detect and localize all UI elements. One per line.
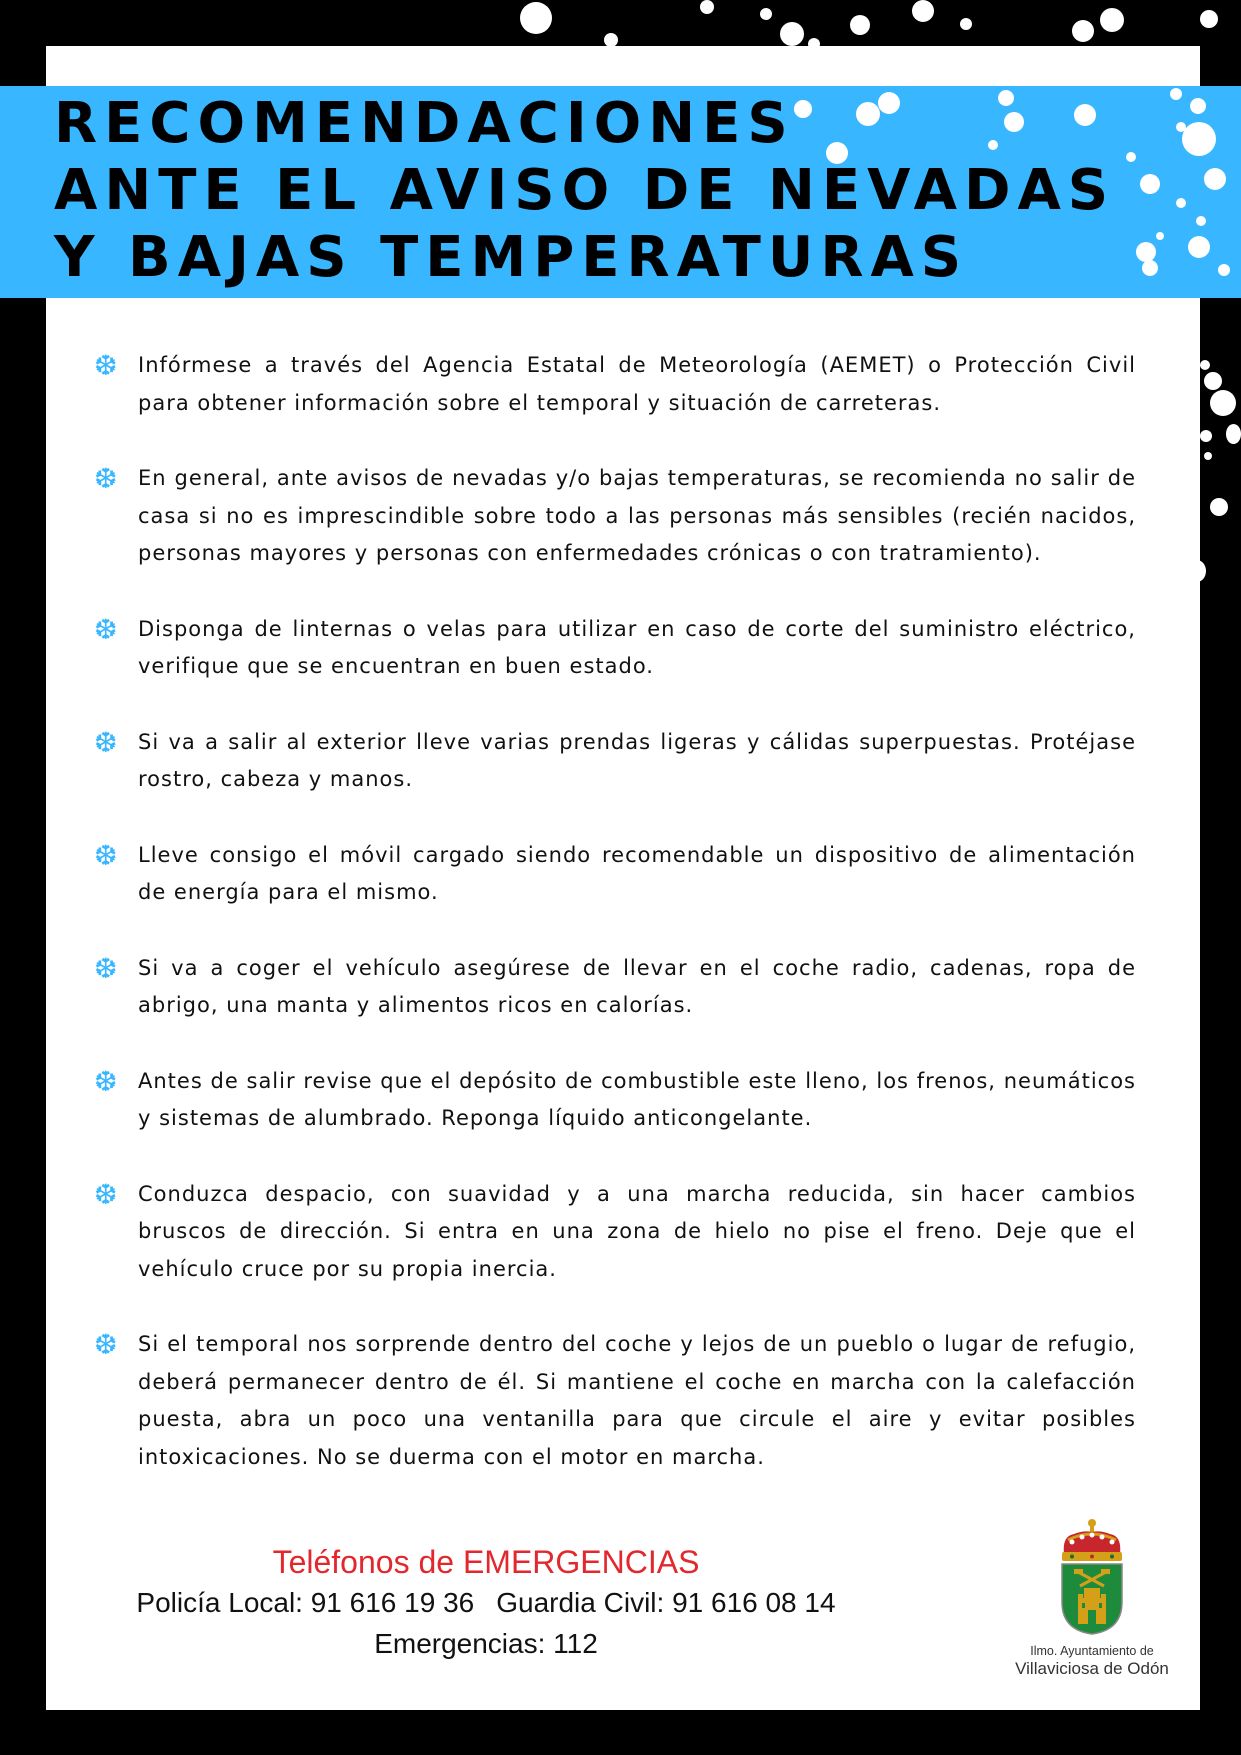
title-line-2: ANTE EL AVISO DE NEVADAS xyxy=(54,158,1116,223)
snowflake-icon: ❆ xyxy=(94,612,118,646)
emergency-contacts xyxy=(96,1542,876,1664)
list-item: ❆ Si va a coger el vehículo asegúrese de llevar en el coche radio, cadenas, ropa de abrigo, una manta y alimentos ricos en calorías. xyxy=(94,951,1136,1017)
page-title xyxy=(54,90,1115,291)
list-item: ❆ Si va a salir al exterior lleve varias prendas ligeras y cálidas superpuestas. Protéjase rostro, cabeza y manos. xyxy=(94,725,1136,791)
snowflake-icon: ❆ xyxy=(94,349,118,382)
list-item: ❆ En general, ante avisos de nevadas y/o bajas temperaturas, se recomienda no salir de casa si no es imprescindible sobre todo a las personas más sensibles (recién nacidos, personas mayores y personas con enfermedades crónicas o con tratramiento). xyxy=(94,462,1136,565)
logo-caption-line-1: Ilmo. Ayuntamiento de xyxy=(1030,1644,1154,1658)
snowflake-icon: ❆ xyxy=(94,462,118,495)
title-line-1: RECOMENDACIONES xyxy=(54,91,795,156)
list-item: ❆ Conduzca despacio, con suavidad y a una marcha reducida, sin hacer cambios bruscos de dirección. Si entra en una zona de hielo no pise el freno. Deje que el vehículo cruce por su propia inercia. xyxy=(94,1177,1136,1281)
snowflake-icon: ❆ xyxy=(94,838,118,872)
emergency-title: Teléfonos de EMERGENCIAS xyxy=(272,1544,700,1580)
list-item: ❆ Lleve consigo el móvil cargado siendo recomendable un dispositivo de alimentación de energía para el mismo. xyxy=(94,838,1136,904)
list-item: ❆ Infórmese a través del Agencia Estatal de Meteorología (AEMET) o Protección Civil para obtener información sobre el temporal y situación de carreteras. xyxy=(94,349,1136,415)
snowflake-icon: ❆ xyxy=(94,1064,118,1098)
snowflake-icon: ❆ xyxy=(94,951,118,985)
emergency-phones-line xyxy=(96,1582,876,1623)
title-line-3: Y BAJAS TEMPERATURAS xyxy=(54,225,969,290)
list-item: ❆ Antes de salir revise que el depósito de combustible este lleno, los frenos, neumáticos y sistemas de alumbrado. Reponga líquido anticongelante. xyxy=(94,1064,1136,1130)
guardia-civil-phone: Guardia Civil: 91 616 08 14 xyxy=(496,1587,836,1618)
police-phone: Policía Local: 91 616 19 36 xyxy=(136,1587,475,1618)
snowflake-icon: ❆ xyxy=(94,1177,118,1211)
snowflake-icon: ❆ xyxy=(94,1328,118,1361)
list-item: ❆ Disponga de linternas o velas para utilizar en caso de corte del suministro eléctrico, verifique que se encuentran en buen estado. xyxy=(94,612,1136,678)
snowflake-icon: ❆ xyxy=(94,725,118,759)
list-item: ❆ Si el temporal nos sorprende dentro del coche y lejos de un pueblo o lugar de refugio, deberá permanecer dentro de él. Si mantiene el coche en marcha con la calefacción puesta, abra un poco una ventanilla para que circule el aire y evitar posibles intoxicaciones. No se duerma con el motor en marcha. xyxy=(94,1328,1136,1469)
general-emergency-phone: Emergencias: 112 xyxy=(374,1628,598,1659)
municipal-logo xyxy=(1004,1518,1180,1679)
logo-caption-line-2: Villaviciosa de Odón xyxy=(1015,1659,1169,1678)
recommendations-list xyxy=(94,347,1136,1514)
coat-of-arms-icon xyxy=(1058,1518,1126,1636)
